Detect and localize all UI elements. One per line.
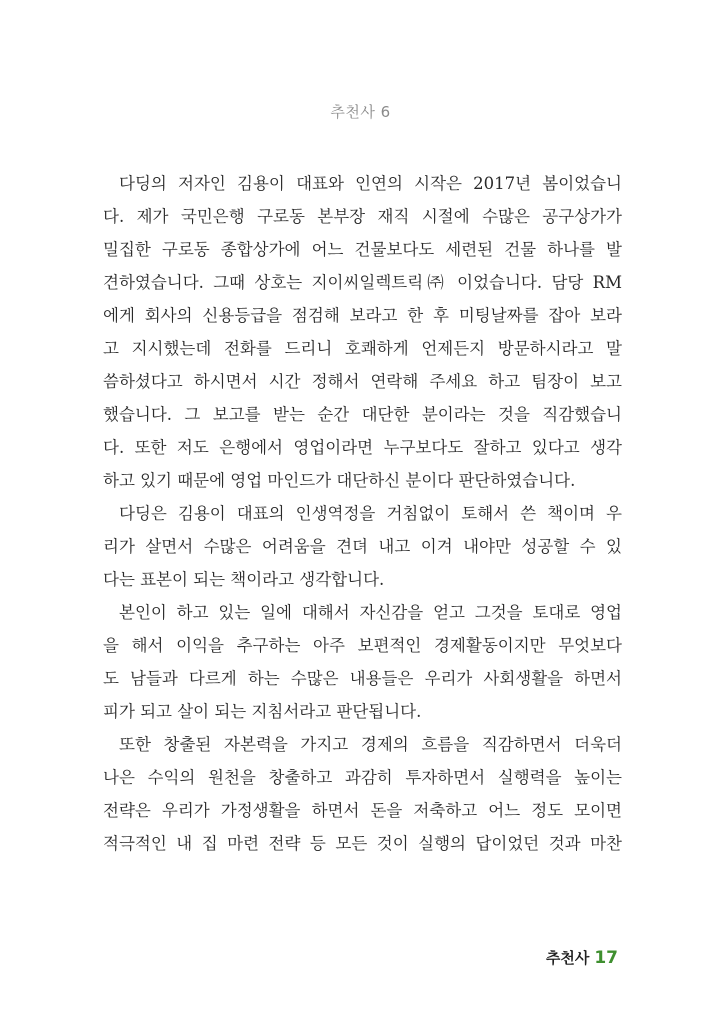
- text-line: 나은 수익의 원천을 창출하고 과감히 투자하면서 실행력을 높이는: [103, 768, 622, 787]
- text-line: 적극적인 내 집 마련 전략 등 모든 것이 실행의 답이었던 것과 마찬: [103, 834, 622, 853]
- text-line: 씀하셨다고 하시면서 시간 정해서 연락해 주세요 하고 팀장이 보고: [103, 372, 622, 391]
- page-number: 17: [594, 948, 618, 968]
- text-line: 피가 되고 살이 되는 지침서라고 판단됩니다.: [103, 702, 422, 721]
- text-line: 에게 회사의 신용등급을 점검해 보라고 한 후 미팅날짜를 잡아 보라: [103, 306, 622, 325]
- text-line: 도 남들과 다르게 하는 수많은 내용들은 우리가 사회생활을 하면서: [103, 669, 622, 688]
- text-line: 했습니다. 그 보고를 받는 순간 대단한 분이라는 것을 직감했습니: [103, 405, 622, 424]
- text-line: 하고 있기 때문에 영업 마인드가 대단하신 분이다 판단하였습니다.: [103, 471, 576, 490]
- text-line: 리가 살면서 수많은 어려움을 견뎌 내고 이겨 내야만 성공할 수 있: [103, 537, 622, 556]
- body-text: [103, 171, 622, 864]
- page-footer: [546, 947, 618, 968]
- text-line: 본인이 하고 있는 일에 대해서 자신감을 얻고 그것을 토대로 영업: [119, 603, 622, 622]
- text-line: 전략은 우리가 가정생활을 하면서 돈을 저축하고 어느 정도 모이면: [103, 801, 622, 820]
- text-line: 다딩의 저자인 김용이 대표와 인연의 시작은 2017년 봄이었습니: [119, 174, 622, 193]
- text-line: 다딩은 김용이 대표의 인생역정을 거침없이 토해서 쓴 책이며 우: [119, 504, 622, 523]
- text-line: 다. 제가 국민은행 구로동 본부장 재직 시절에 수많은 공구상가가: [103, 207, 622, 226]
- footer-section-label: 추천사: [545, 949, 590, 967]
- text-line: 다. 또한 저도 은행에서 영업이라면 누구보다도 잘하고 있다고 생각: [103, 438, 622, 457]
- page-header: 추천사 6: [330, 103, 391, 121]
- text-line: 을 해서 이익을 추구하는 아주 보편적인 경제활동이지만 무엇보다: [103, 636, 622, 655]
- text-line: 또한 창출된 자본력을 가지고 경제의 흐름을 직감하면서 더욱더: [119, 735, 622, 754]
- text-line: 고 지시했는데 전화를 드리니 호쾌하게 언제든지 방문하시라고 말: [103, 339, 622, 358]
- text-line: 밀집한 구로동 종합상가에 어느 건물보다도 세련된 건물 하나를 발: [103, 240, 622, 259]
- text-line: 견하였습니다. 그때 상호는 지이씨일렉트릭㈜ 이었습니다. 담당 RM: [103, 273, 622, 292]
- text-line: 다는 표본이 되는 책이라고 생각합니다.: [103, 570, 385, 589]
